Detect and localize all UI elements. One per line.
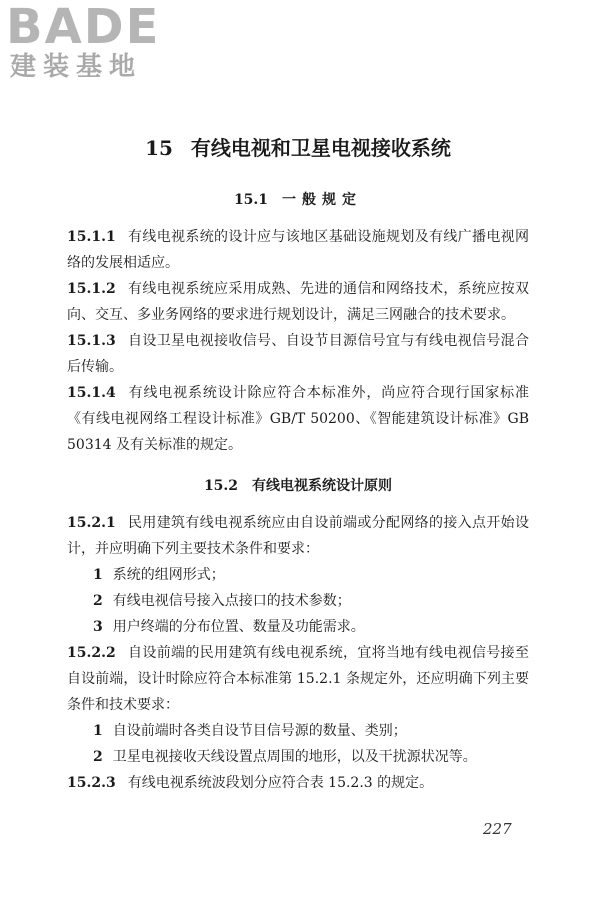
list-item-text: 系统的组网形式； xyxy=(112,567,225,583)
list-item xyxy=(67,744,529,770)
clause-number: 15.1.3 xyxy=(67,333,116,349)
section-heading-15-1 xyxy=(67,188,529,212)
clause-text: 有线电视系统波段划分应符合表 15.2.3 的规定。 xyxy=(127,775,434,791)
list-item-number: 2 xyxy=(93,749,103,765)
clause-text: 自设卫星电视接收信号、自设节目源信号宜与有线电视信号混合后传输。 xyxy=(67,333,529,375)
list-item-text: 有线电视信号接入点接口的技术参数； xyxy=(112,593,351,609)
list-item-text: 用户终端的分布位置、数量及功能需求。 xyxy=(112,619,365,635)
list-item-text: 卫星电视接收天线设置点周围的地形，以及干扰源状况等。 xyxy=(112,749,477,765)
clause-15-1-4 xyxy=(67,380,529,458)
list-item xyxy=(67,718,529,744)
clause-15-1-2 xyxy=(67,276,529,328)
section-title: 一般规定 xyxy=(282,192,363,208)
list-item-number: 2 xyxy=(93,593,103,609)
clause-15-1-3 xyxy=(67,328,529,380)
chapter-heading xyxy=(67,134,529,162)
clause-number: 15.1.2 xyxy=(67,281,116,297)
clause-text: 有线电视系统设计除应符合本标准外，尚应符合现行国家标准《有线电视网络工程设计标准》GB/T 50200、《智能建筑设计标准》GB 50314 及有关标准的规定。 xyxy=(67,385,529,453)
chapter-title: 有线电视和卫星电视接收系统 xyxy=(190,136,451,160)
section-number: 15.1 xyxy=(233,192,269,208)
section-heading-15-2 xyxy=(67,474,529,498)
chapter-number: 15 xyxy=(145,136,173,160)
watermark-logo xyxy=(6,2,160,82)
watermark-brand: BADE xyxy=(6,0,161,55)
clause-15-2-2 xyxy=(67,640,529,718)
list-item-text: 自设前端时各类自设节目信号源的数量、类别； xyxy=(112,723,407,739)
clause-number: 15.1.4 xyxy=(67,385,116,401)
watermark-subtitle: 建装基地 xyxy=(10,52,143,82)
list-item-number: 1 xyxy=(93,567,103,583)
section-title: 有线电视系统设计原则 xyxy=(252,478,393,494)
clause-number: 15.2.1 xyxy=(67,515,116,531)
clause-text: 有线电视系统的设计应与该地区基础设施规划及有线广播电视网络的发展相适应。 xyxy=(67,229,529,271)
clause-15-2-1 xyxy=(67,510,529,562)
page-number: 227 xyxy=(483,820,512,838)
clause-text: 有线电视系统应采用成熟、先进的通信和网络技术，系统应按双向、交互、多业务网络的要求进行规划设计，满足三网融合的技术要求。 xyxy=(67,281,529,323)
list-item-number: 1 xyxy=(93,723,103,739)
clause-number: 15.2.3 xyxy=(67,775,116,791)
list-item xyxy=(67,614,529,640)
clause-15-2-3 xyxy=(67,770,529,796)
list-item xyxy=(67,562,529,588)
clause-text: 自设前端的民用建筑有线电视系统，宜将当地有线电视信号接至自设前端，设计时除应符合本标准第 15.2.1 条规定外，还应明确下列主要条件和技术要求： xyxy=(67,645,529,713)
list-item xyxy=(67,588,529,614)
clause-text: 民用建筑有线电视系统应由自设前端或分配网络的接入点开始设计，并应明确下列主要技术条件和要求： xyxy=(67,515,529,557)
page-body xyxy=(67,134,529,796)
list-item-number: 3 xyxy=(93,619,103,635)
clause-15-1-1 xyxy=(67,224,529,276)
clause-number: 15.2.2 xyxy=(67,645,116,661)
section-number: 15.2 xyxy=(203,478,239,494)
clause-number: 15.1.1 xyxy=(67,229,116,245)
